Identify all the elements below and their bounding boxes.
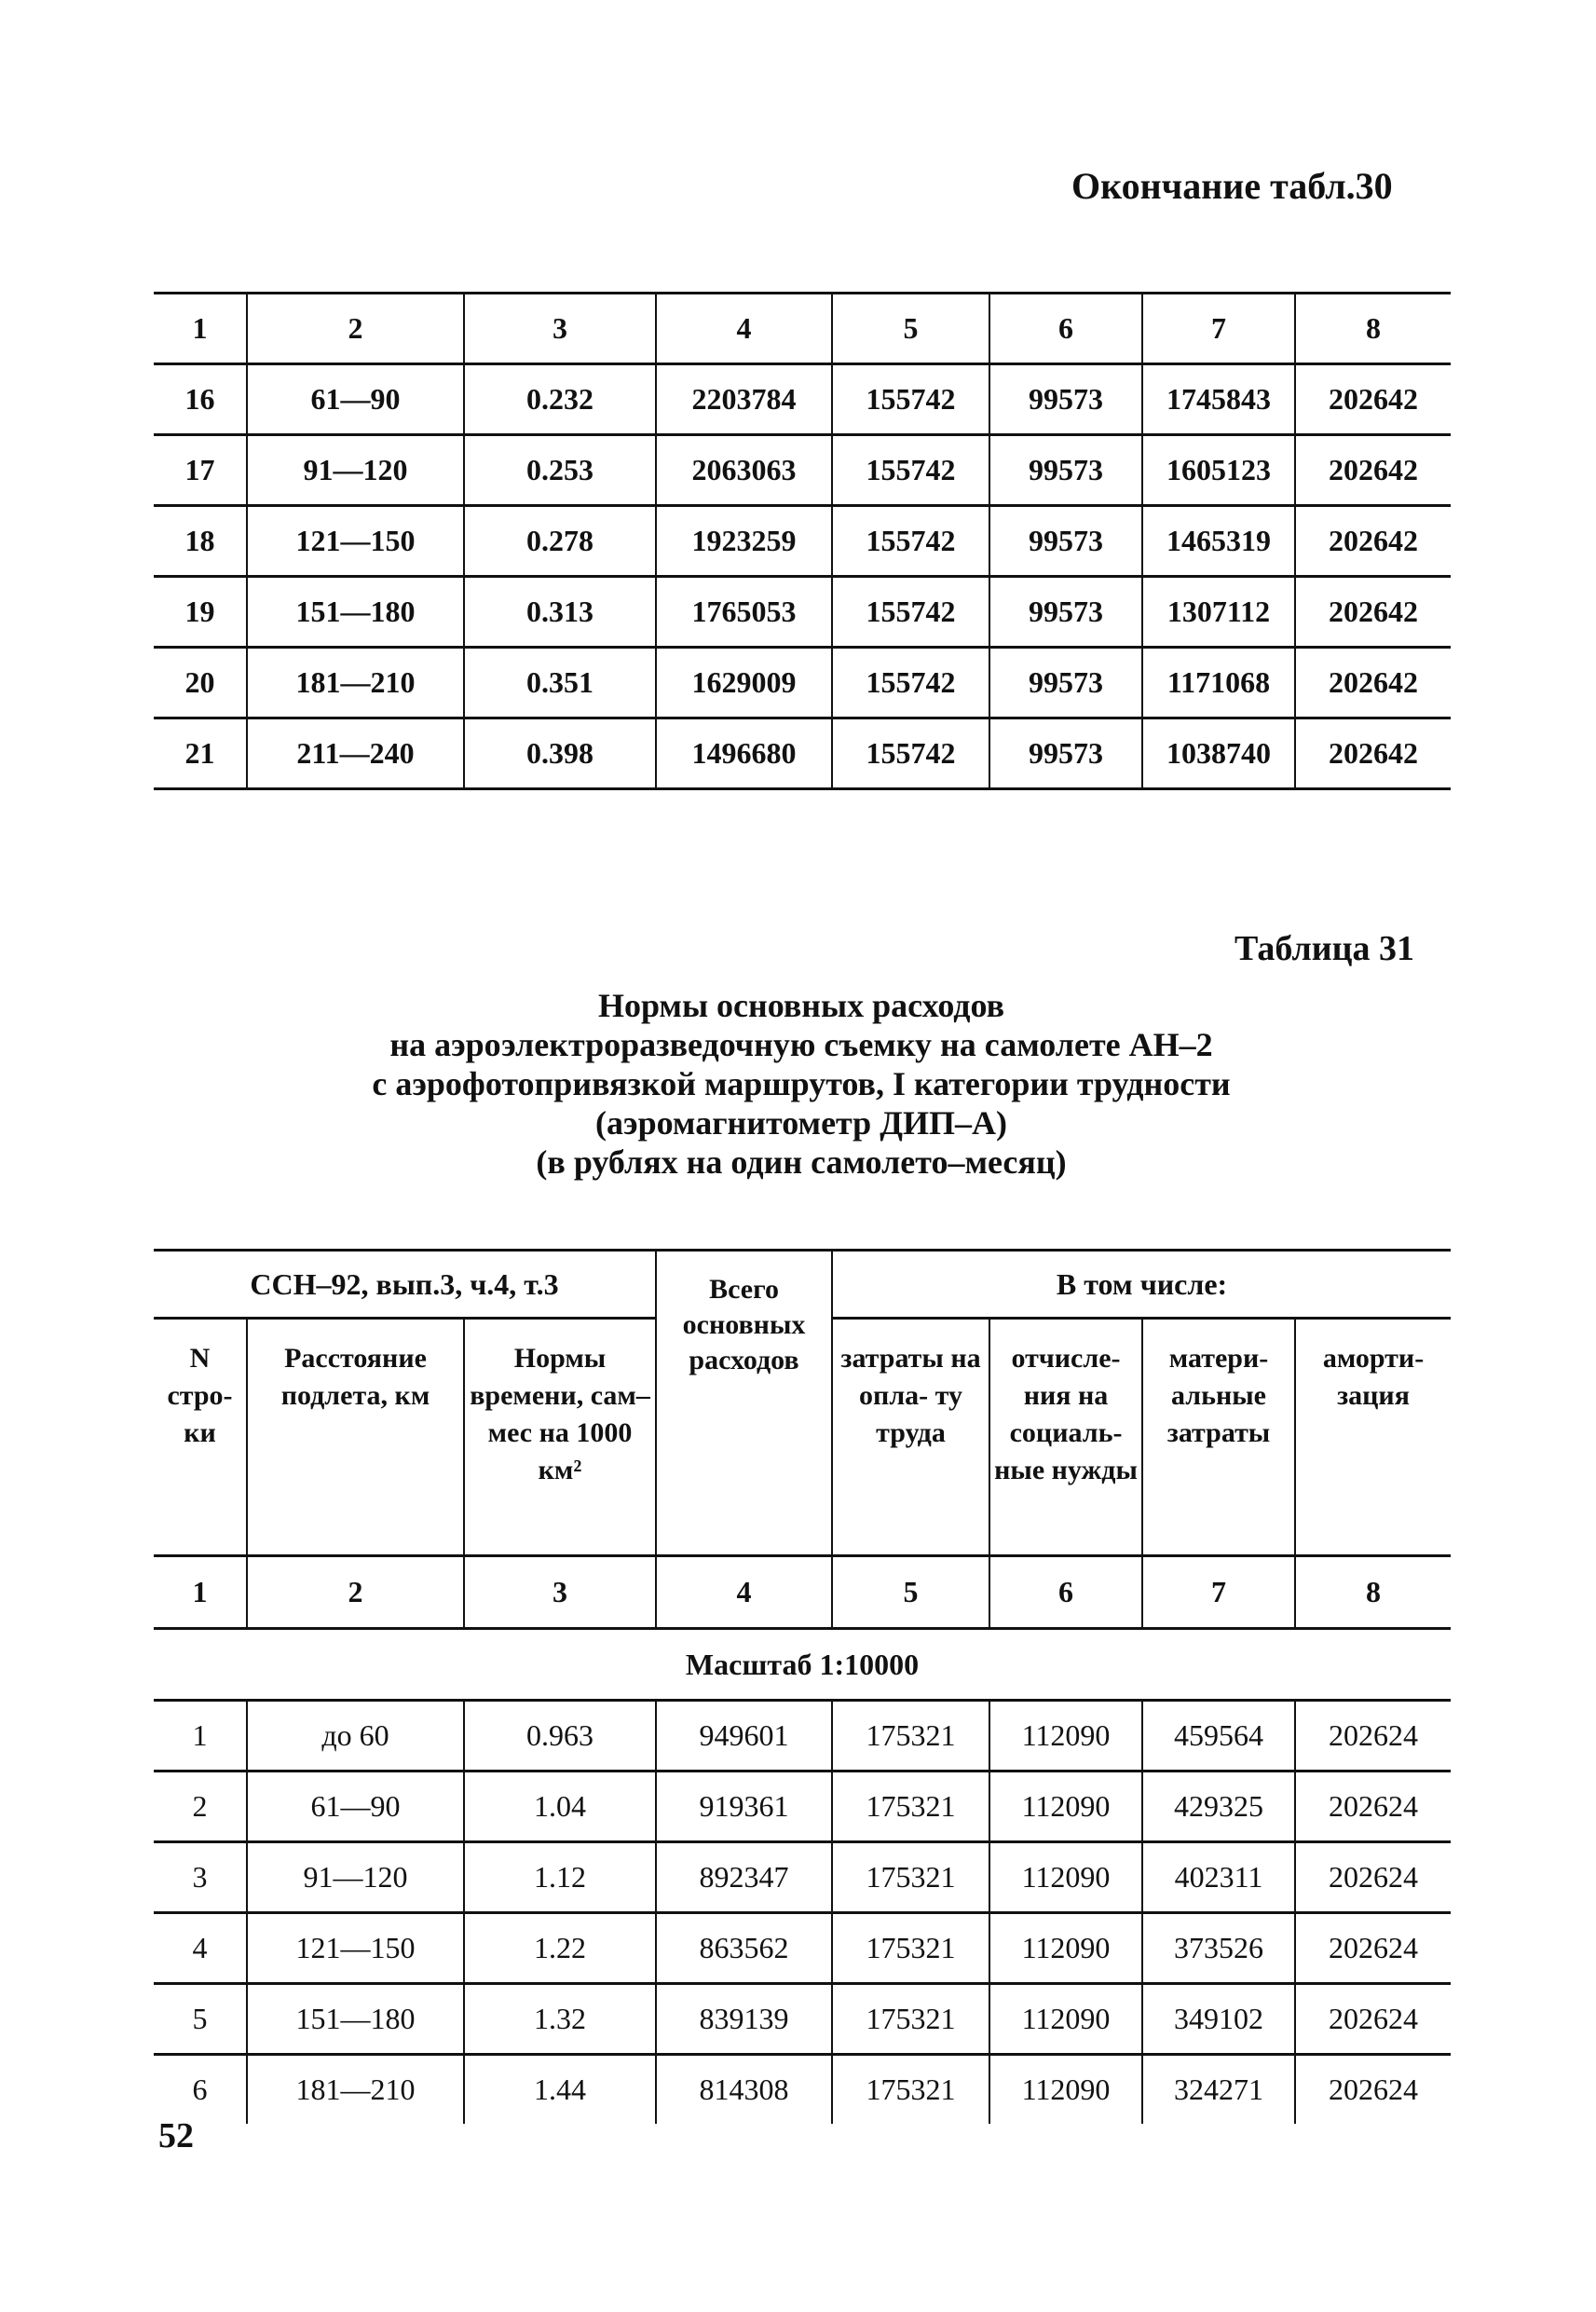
table-cell: 0.313 [464,577,656,648]
table-cell: 181—210 [247,2055,464,2125]
table-cell: 211—240 [247,718,464,789]
table-cell: 202624 [1295,1701,1451,1772]
distance-header: Расстояние подлета, км [247,1319,464,1556]
table-cell: 814308 [656,2055,832,2125]
table-31 [154,1249,1451,2124]
column-number: 3 [464,1556,656,1629]
table-cell: 19 [154,577,247,648]
table-cell: 1038740 [1142,718,1295,789]
table-cell: 0.253 [464,435,656,506]
table-cell: 99573 [989,506,1142,577]
table-cell: 61—90 [247,1772,464,1842]
table-cell: 112090 [989,1842,1142,1913]
column-number: 2 [247,294,464,364]
table-cell: 202624 [1295,1913,1451,1984]
table-cell: 3 [154,1842,247,1913]
table-cell: 402311 [1142,1842,1295,1913]
table-cell: 202642 [1295,648,1451,718]
title-line: Нормы основных расходов [597,987,1005,1024]
row-number-header: N стро- ки [167,1343,233,1448]
table-cell: до 60 [247,1701,464,1772]
table-cell: 155742 [832,577,989,648]
page-number: 52 [158,2116,194,2155]
table-cell: 1465319 [1142,506,1295,577]
table-row [154,1984,1451,2055]
scale-row [154,1629,1451,1701]
table-cell: 0.963 [464,1701,656,1772]
ssn-group-header: ССН–92, вып.3, ч.4, т.3 [154,1251,656,1319]
table-cell: 202624 [1295,1984,1451,2055]
table-cell: 459564 [1142,1701,1295,1772]
social-contributions-header: отчисле- ния на социаль- ные нужды [989,1319,1142,1556]
table-cell: 202642 [1295,364,1451,435]
table-cell: 1.32 [464,1984,656,2055]
table-cell: 0.278 [464,506,656,577]
table-cell: 202624 [1295,1842,1451,1913]
column-number: 1 [154,294,247,364]
table-cell: 155742 [832,364,989,435]
table-row [154,2055,1451,2125]
scale-label: Масштаб 1:10000 [154,1629,1451,1701]
table-label: Таблица 31 [1235,929,1415,968]
table-cell: 202642 [1295,577,1451,648]
table-cell: 61—90 [247,364,464,435]
table-30-continuation [154,292,1451,790]
column-number: 2 [247,1556,464,1629]
column-number: 4 [656,1556,832,1629]
column-number: 6 [989,1556,1142,1629]
table-cell: 202642 [1295,506,1451,577]
table-row [154,1772,1451,1842]
column-number: 5 [832,1556,989,1629]
table-row [154,1842,1451,1913]
table-cell: 892347 [656,1842,832,1913]
column-number: 8 [1295,294,1451,364]
table-cell: 20 [154,648,247,718]
column-number: 7 [1142,294,1295,364]
table-cell: 16 [154,364,247,435]
table-row [154,364,1451,435]
table-cell: 1629009 [656,648,832,718]
table-row [154,1701,1451,1772]
table-cell: 112090 [989,1913,1142,1984]
table-cell: 151—180 [247,577,464,648]
table-cell: 949601 [656,1701,832,1772]
title-line: на аэроэлектроразведочную съемку на самолете АН–2 [389,1026,1213,1063]
table-cell: 2203784 [656,364,832,435]
table-row [154,718,1451,789]
table-cell: 373526 [1142,1913,1295,1984]
column-number: 1 [154,1556,247,1629]
table-continuation-caption: Окончание табл.30 [1071,165,1393,207]
table-cell: 1.44 [464,2055,656,2125]
table-row [154,506,1451,577]
group-header-row [154,1251,1451,1319]
table-cell: 155742 [832,435,989,506]
column-number-row [154,294,1451,364]
table-cell: 175321 [832,1772,989,1842]
table-cell: 349102 [1142,1984,1295,2055]
table-cell: 121—150 [247,1913,464,1984]
table-cell: 1.12 [464,1842,656,1913]
title-line: с аэрофотопривязкой маршрутов, I категории трудности [372,1065,1231,1102]
table-cell: 99573 [989,435,1142,506]
labor-costs-header: затраты на опла- ту труда [832,1319,989,1556]
table-cell: 175321 [832,1842,989,1913]
table-cell: 112090 [989,2055,1142,2125]
table-cell: 2 [154,1772,247,1842]
table-cell: 839139 [656,1984,832,2055]
table-cell: 1307112 [1142,577,1295,648]
table-cell: 112090 [989,1772,1142,1842]
table-cell: 1923259 [656,506,832,577]
table-cell: 0.398 [464,718,656,789]
table-cell: 0.232 [464,364,656,435]
time-norms-header: Нормы времени, сам–мес на 1000 км² [464,1319,656,1556]
table-cell: 175321 [832,1913,989,1984]
table-row [154,648,1451,718]
table-cell: 324271 [1142,2055,1295,2125]
table-cell: 91—120 [247,1842,464,1913]
table-cell: 1605123 [1142,435,1295,506]
table-cell: 1171068 [1142,648,1295,718]
table-cell: 0.351 [464,648,656,718]
total-expenses-header: Всего основных расходов [656,1251,832,1556]
table-cell: 4 [154,1913,247,1984]
table-cell: 175321 [832,1984,989,2055]
table-cell: 21 [154,718,247,789]
table-cell: 1.04 [464,1772,656,1842]
column-number-row [154,1556,1451,1629]
table-cell: 202624 [1295,2055,1451,2125]
table-cell: 1745843 [1142,364,1295,435]
table-cell: 1 [154,1701,247,1772]
table-cell: 112090 [989,1984,1142,2055]
table-cell: 429325 [1142,1772,1295,1842]
table-cell: 1.22 [464,1913,656,1984]
table-cell: 18 [154,506,247,577]
table-cell: 155742 [832,648,989,718]
table-cell: 181—210 [247,648,464,718]
depreciation-header: аморти- зация [1295,1319,1451,1556]
table-cell: 202624 [1295,1772,1451,1842]
table-cell: 99573 [989,718,1142,789]
title-line: (аэромагнитометр ДИП–А) [595,1104,1007,1142]
column-number: 6 [989,294,1142,364]
title-line: (в рублях на один самолето–месяц) [536,1143,1067,1181]
table-cell: 99573 [989,577,1142,648]
table-cell: 155742 [832,506,989,577]
table-cell: 202642 [1295,718,1451,789]
table-cell: 175321 [832,1701,989,1772]
table-cell: 175321 [832,2055,989,2125]
material-costs-header: матери- альные затраты [1142,1319,1295,1556]
table-cell: 202642 [1295,435,1451,506]
table-cell: 99573 [989,648,1142,718]
column-number: 7 [1142,1556,1295,1629]
table-row [154,1913,1451,1984]
table-cell: 863562 [656,1913,832,1984]
including-group-header: В том числе: [832,1251,1451,1319]
table-cell: 1765053 [656,577,832,648]
table-cell: 1496680 [656,718,832,789]
table-cell: 121—150 [247,506,464,577]
table-cell: 17 [154,435,247,506]
column-number: 5 [832,294,989,364]
table-cell: 151—180 [247,1984,464,2055]
table-cell: 5 [154,1984,247,2055]
table-cell: 99573 [989,364,1142,435]
column-number: 3 [464,294,656,364]
table-cell: 2063063 [656,435,832,506]
table-cell: 919361 [656,1772,832,1842]
table-cell: 112090 [989,1701,1142,1772]
table-cell: 6 [192,2073,208,2106]
table-row [154,435,1451,506]
table-row [154,577,1451,648]
column-number: 8 [1295,1556,1451,1629]
table-cell: 155742 [832,718,989,789]
table-cell: 91—120 [247,435,464,506]
column-number: 4 [656,294,832,364]
table-title [280,986,1323,1182]
